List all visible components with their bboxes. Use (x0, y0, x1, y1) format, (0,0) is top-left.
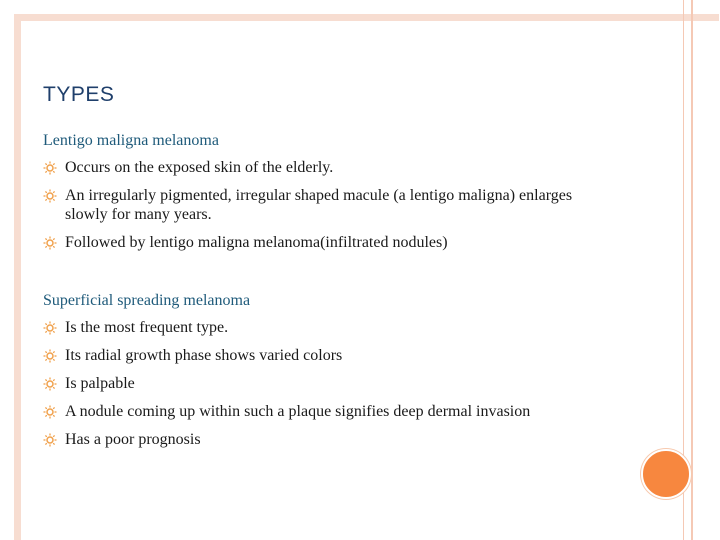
list-item (43, 346, 643, 365)
bullet-text: Followed by lentigo maligna melanoma(infiltrated nodules) (65, 234, 448, 251)
sun-bullet-icon (43, 321, 57, 335)
bullet-text: An irregularly pigmented, irregular shaped macule (a lentigo maligna) enlarges slowly for many years. (65, 187, 573, 223)
section-heading: Lentigo maligna melanoma (43, 132, 219, 149)
sun-bullet-icon (43, 433, 57, 447)
list-item (43, 233, 603, 252)
bullet-text: Has a poor prognosis (65, 431, 201, 448)
bullet-text: Occurs on the exposed skin of the elderly. (65, 159, 334, 176)
sun-bullet-icon (43, 236, 57, 250)
list-item (43, 158, 603, 177)
list-item (43, 402, 643, 421)
slide-border (14, 14, 719, 540)
sun-bullet-icon (43, 189, 57, 203)
list-item (43, 430, 643, 449)
sun-bullet-icon (43, 161, 57, 175)
section-heading: Superficial spreading melanoma (43, 292, 251, 309)
decorative-line (691, 0, 693, 540)
list-item (43, 186, 603, 224)
decorative-circle (641, 449, 691, 499)
bullet-text: Its radial growth phase shows varied colors (65, 347, 343, 364)
bullet-text: A nodule coming up within such a plaque signifies deep dermal invasion (65, 403, 531, 420)
sun-bullet-icon (43, 349, 57, 363)
sun-bullet-icon (43, 377, 57, 391)
list-item (43, 374, 643, 393)
bullet-text: Is palpable (65, 375, 135, 392)
bullet-text: Is the most frequent type. (65, 319, 229, 336)
sun-bullet-icon (43, 405, 57, 419)
bullet-list (43, 158, 603, 261)
bullet-list (43, 318, 643, 458)
list-item (43, 318, 643, 337)
slide-title: TYPES (43, 83, 115, 106)
